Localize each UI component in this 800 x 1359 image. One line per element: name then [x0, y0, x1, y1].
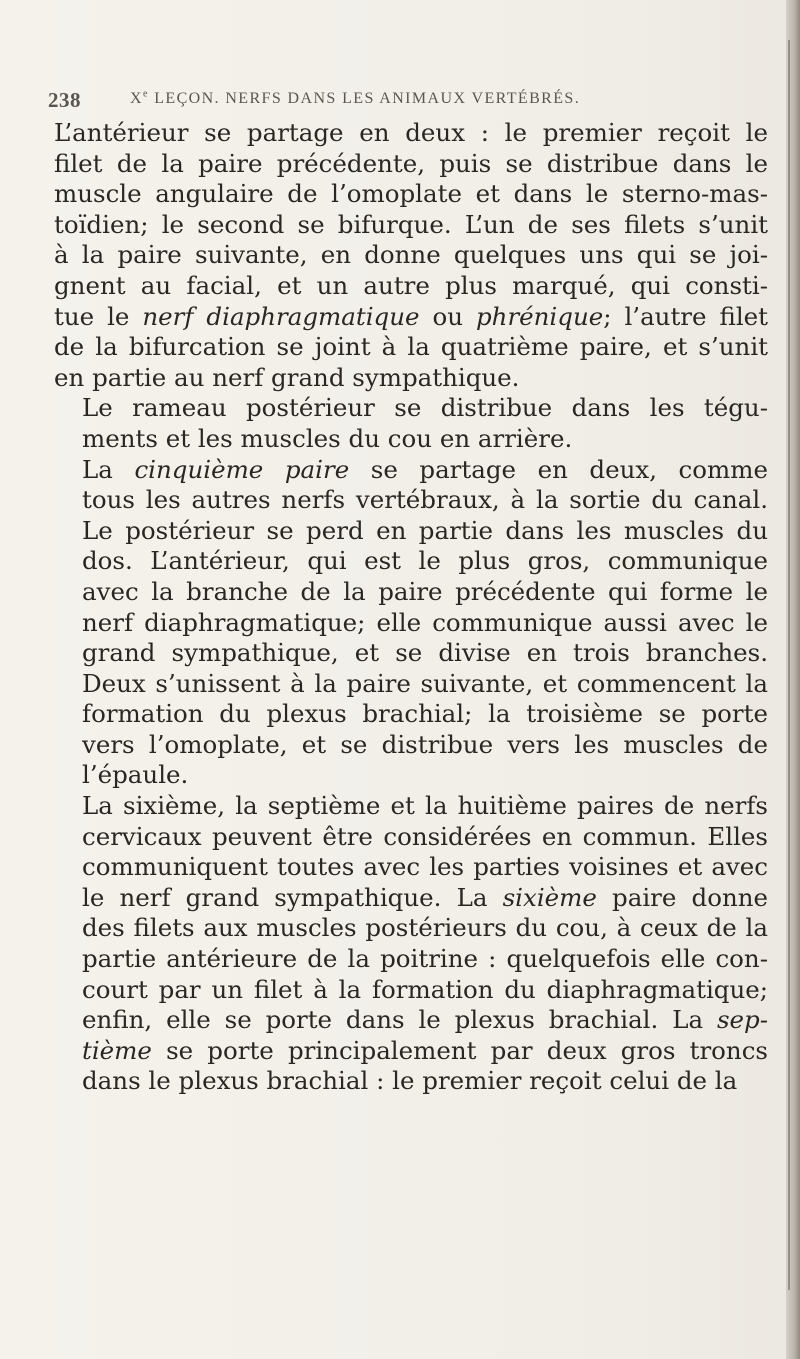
page-number: 238 [48, 88, 81, 112]
running-title [130, 90, 580, 108]
text-line: La cinquième paire se partage en deux, comme [82, 454, 768, 484]
text-line: La sixième, la septième et la huitième paires de nerfs [82, 791, 768, 821]
italic-term: tième [82, 1035, 152, 1065]
text-line: à la paire suivante, en donne quelques uns qui se joi- [54, 240, 768, 270]
paragraph [54, 393, 768, 454]
paragraph [54, 118, 768, 393]
text-line: des filets aux muscles postérieurs du cou, à ceux de la [82, 913, 768, 943]
text-line: formation du plexus brachial; la troisième se porte [82, 699, 768, 729]
italic-term: cinquième paire [134, 454, 350, 484]
text-line: de la bifurcation se joint à la quatrième paire, et s’unit [54, 332, 768, 362]
text-line: tous les autres nerfs vertébraux, à la sortie du canal. [82, 485, 768, 515]
text-line: cervicaux peuvent être considérées en commun. Elles [82, 821, 768, 851]
text-line: dos. L’antérieur, qui est le plus gros, communique [82, 546, 768, 576]
text-line: tième se porte principalement par deux gros troncs [82, 1035, 768, 1065]
text-line: dans le plexus brachial : le premier reçoit celui de la [82, 1066, 738, 1096]
italic-term: phrénique [475, 301, 604, 331]
lesson-superscript: e [142, 88, 149, 100]
text-line: enfin, elle se porte dans le plexus brachial. La sep- [82, 1005, 768, 1035]
paragraph [54, 455, 768, 792]
text-line: muscle angulaire de l’omoplate et dans le sterno-mas- [54, 179, 768, 209]
text-line: tue le nerf diaphragmatique ou phrénique; l’autre filet [54, 301, 769, 331]
text-line: l’épaule. [82, 760, 189, 790]
text-line: Le rameau postérieur se distribue dans les tégu- [82, 393, 768, 423]
text-line: L’antérieur se partage en deux : le premier reçoit le [54, 118, 768, 147]
text-line: communiquent toutes avec les parties voisines et avec [82, 852, 768, 882]
lesson-mark: X [130, 90, 143, 107]
running-header [48, 88, 768, 110]
paragraph [54, 791, 768, 1097]
page-gutter-edge [786, 0, 800, 1359]
text-line: en partie au nerf grand sympathique. [54, 362, 520, 392]
text-line: grand sympathique, et se divise en trois branches. [82, 638, 768, 668]
text-line: le nerf grand sympathique. La sixième paire donne [82, 882, 768, 912]
running-title-text: LEÇON. NERFS DANS LES ANIMAUX VERTÉBRÉS. [154, 90, 581, 107]
text-line: toïdien; le second se bifurque. L’un de ses filets s’unit [54, 209, 768, 239]
text-line: nerf diaphragmatique; elle communique aussi avec le [82, 607, 768, 637]
italic-term: nerf diaphragmatique [142, 301, 420, 331]
text-line: Deux s’unissent à la paire suivante, et commencent la [82, 668, 768, 698]
text-line: vers l’omoplate, et se distribue vers les muscles de [82, 729, 768, 759]
body-text [54, 118, 768, 1097]
text-line: ments et les muscles du cou en arrière. [82, 423, 573, 453]
text-line: court par un filet à la formation du diaphragmatique; [82, 974, 768, 1004]
text-line: filet de la paire précédente, puis se distribue dans le [54, 148, 768, 178]
text-line: Le postérieur se perd en partie dans les muscles du [82, 515, 768, 545]
text-line: avec la branche de la paire précédente qui forme le [82, 576, 768, 606]
text-line: partie antérieure de la poitrine : quelquefois elle con- [82, 944, 768, 974]
italic-term: sep- [716, 1005, 768, 1035]
text-line: gnent au facial, et un autre plus marqué, qui consti- [54, 270, 768, 300]
italic-term: sixième [502, 882, 597, 912]
